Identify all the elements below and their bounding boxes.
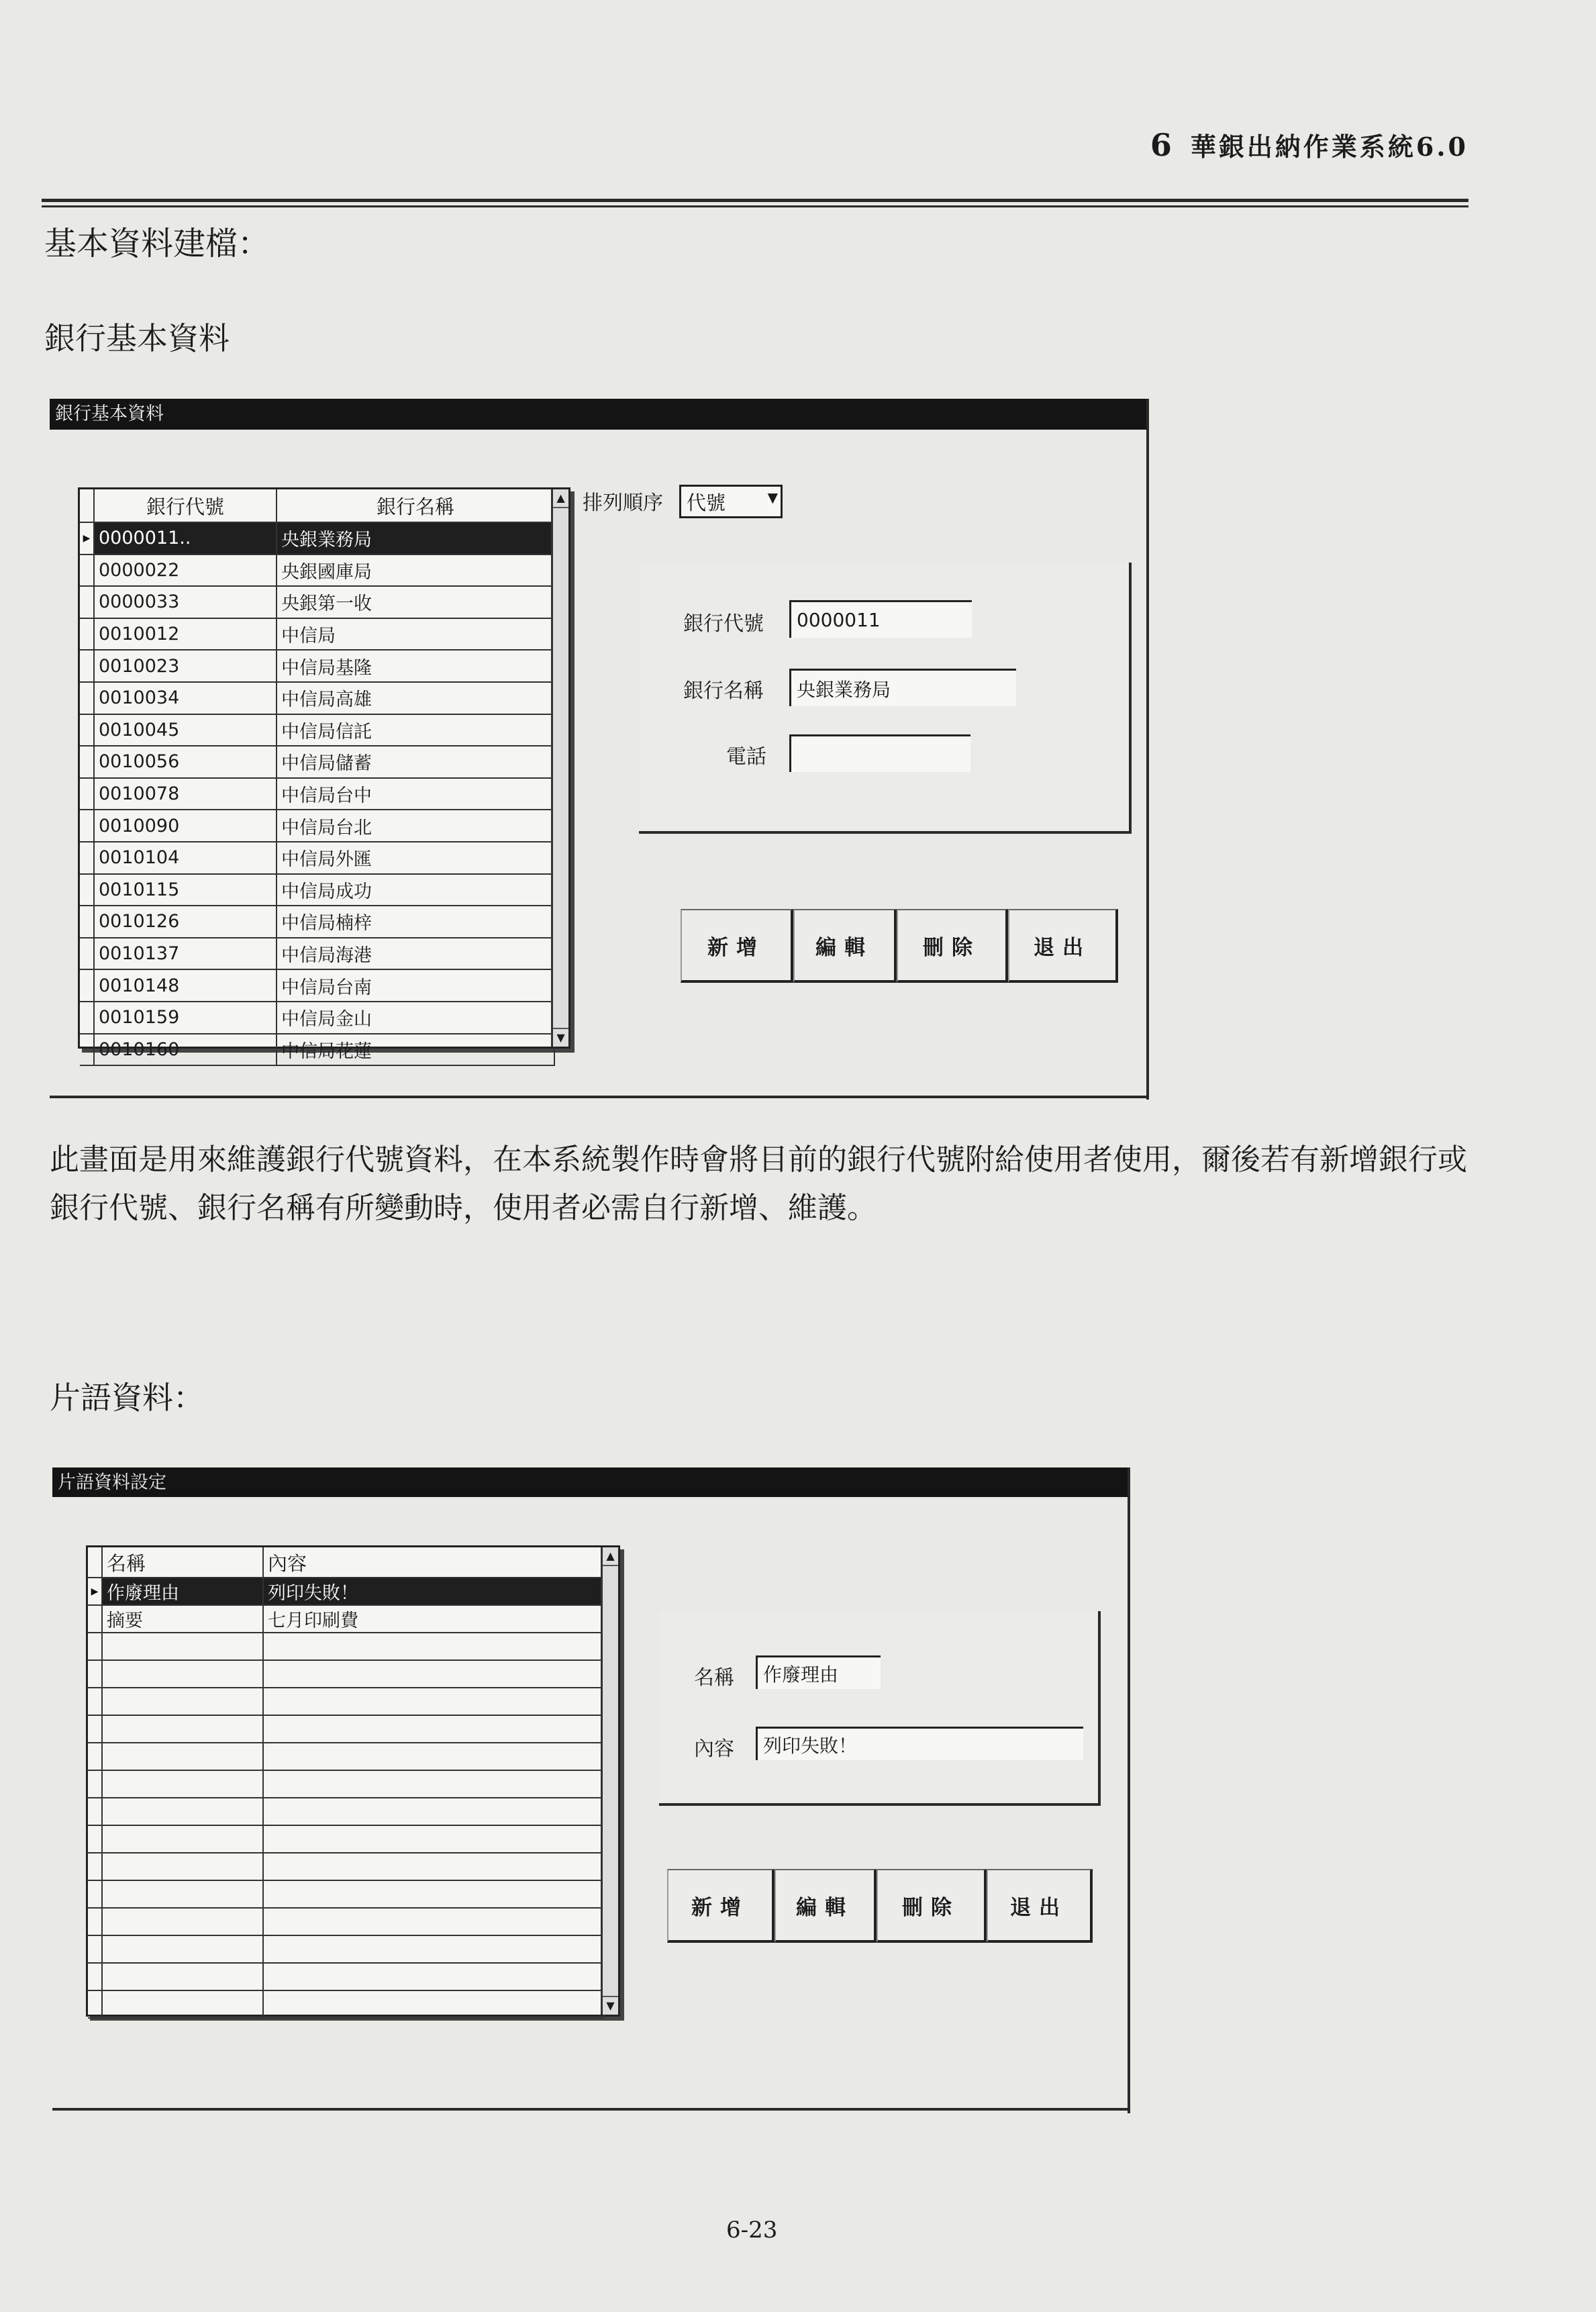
table-row[interactable]: [80, 875, 555, 907]
phrase-name-field[interactable]: [756, 1655, 881, 1689]
phrase-name-cell[interactable]: [103, 1881, 264, 1907]
phrase-name-cell[interactable]: [103, 1798, 264, 1825]
phrase-name-cell[interactable]: [103, 1991, 264, 2017]
table-row[interactable]: [80, 715, 555, 747]
row-indicator[interactable]: [88, 1633, 103, 1659]
phrase-content-cell[interactable]: 七月印刷費: [264, 1606, 605, 1632]
section-heading: 基本資料建檔：: [44, 225, 270, 262]
row-indicator[interactable]: [88, 1991, 103, 2017]
phrase-name-cell[interactable]: [103, 1964, 264, 1990]
bank-code-cell[interactable]: 0010148: [95, 970, 277, 1001]
add-button[interactable]: 新增: [667, 1869, 775, 1943]
bank-name-cell[interactable]: 中信局金山: [277, 1002, 555, 1033]
exit-button[interactable]: 退出: [987, 1869, 1093, 1943]
phrase-name-cell[interactable]: [103, 1853, 264, 1880]
phrase-name-cell[interactable]: [103, 1826, 264, 1852]
bank-name-cell[interactable]: 中信局楠梓: [277, 906, 555, 937]
row-indicator[interactable]: [80, 1034, 95, 1065]
bank-code-cell[interactable]: 0000022: [95, 555, 277, 586]
row-indicator-header: [88, 1547, 103, 1577]
bank-name-cell[interactable]: 中信局儲蓄: [277, 746, 555, 777]
phrase-name-cell[interactable]: [103, 1743, 264, 1770]
row-indicator[interactable]: [80, 810, 95, 841]
phrase-content-value: 列印失敗！: [763, 1734, 858, 1757]
row-indicator[interactable]: [80, 906, 95, 937]
row-indicator[interactable]: [80, 715, 95, 746]
row-indicator[interactable]: [88, 1909, 103, 1935]
row-indicator[interactable]: [80, 842, 95, 873]
scroll-down-icon[interactable]: ▼: [553, 1028, 568, 1047]
bank-code-cell[interactable]: 0010104: [95, 842, 277, 873]
phrase-name-cell[interactable]: 作廢理由: [103, 1578, 264, 1604]
bank-code-label: 銀行代號: [683, 612, 764, 636]
row-pointer-icon[interactable]: ▶: [88, 1578, 103, 1604]
phrase-content-cell[interactable]: [264, 1936, 605, 1962]
bank-name-cell[interactable]: 中信局台南: [277, 970, 555, 1001]
empty-table-row[interactable]: [88, 1991, 605, 2019]
bank-name-cell[interactable]: 中信局海港: [277, 938, 555, 969]
exit-button[interactable]: 退出: [1008, 909, 1118, 983]
phrase-grid-header: [88, 1547, 605, 1578]
row-indicator[interactable]: [80, 779, 95, 810]
row-indicator[interactable]: [88, 1964, 103, 1990]
table-row[interactable]: [80, 906, 555, 938]
bank-form-panel: [639, 563, 1132, 834]
row-indicator[interactable]: [80, 619, 95, 650]
description-paragraph: 此畫面是用來維護銀行代號資料，在本系統製作時會將目前的銀行代號附給使用者使用，爾後若有新增銀行或銀行代號、銀行名稱有所變動時，使用者必需自行新增、維護。: [50, 1143, 1467, 1225]
bank-name-cell[interactable]: 中信局: [277, 619, 555, 650]
bank-code-cell[interactable]: 0010090: [95, 810, 277, 841]
phrase-content-cell[interactable]: [264, 1716, 605, 1742]
bank-name-cell[interactable]: 央銀業務局: [277, 523, 555, 554]
delete-button[interactable]: 刪除: [877, 1869, 987, 1943]
bank-grid-header: [80, 489, 555, 523]
chapter-number: 6: [1150, 127, 1175, 163]
add-button[interactable]: 新增: [681, 909, 793, 983]
table-row[interactable]: [88, 1578, 605, 1606]
bank-code-cell[interactable]: 0000011..: [95, 523, 277, 554]
table-row[interactable]: [88, 1606, 605, 1633]
phrase-name-value: 作廢理由: [763, 1663, 839, 1686]
phrase-content-cell[interactable]: [264, 1964, 605, 1990]
phrase-window-title: 片語資料設定: [58, 1472, 166, 1493]
bank-window-bottom-border: [50, 1096, 1149, 1098]
table-row[interactable]: [80, 619, 555, 651]
bank-code-cell[interactable]: 0010160: [95, 1034, 277, 1065]
column-header-name[interactable]: 名稱: [103, 1547, 264, 1577]
bank-window-title: 銀行基本資料: [55, 403, 164, 424]
phrase-window-bottom-border: [52, 2108, 1130, 2111]
empty-table-row[interactable]: [88, 1661, 605, 1688]
column-header-code[interactable]: 銀行代號: [95, 489, 277, 522]
table-row[interactable]: [80, 1034, 555, 1067]
phrase-name-cell[interactable]: [103, 1909, 264, 1935]
bank-name-cell[interactable]: 央銀國庫局: [277, 555, 555, 586]
subsection-phrase-title: 片語資料：: [50, 1380, 204, 1416]
bank-code-cell[interactable]: 0010012: [95, 619, 277, 650]
row-indicator[interactable]: [80, 938, 95, 969]
row-indicator[interactable]: [88, 1606, 103, 1632]
page-number: 6-23: [726, 2217, 778, 2244]
bank-code-cell[interactable]: 0010078: [95, 779, 277, 810]
table-row[interactable]: [80, 683, 555, 715]
row-indicator[interactable]: [80, 683, 95, 714]
header-rule-thin: [42, 205, 1468, 207]
bank-code-cell[interactable]: 0010126: [95, 906, 277, 937]
row-indicator[interactable]: [80, 746, 95, 777]
bank-window-right-border: [1146, 399, 1149, 1100]
edit-button[interactable]: 編輯: [793, 909, 897, 983]
bank-name-field[interactable]: [789, 669, 1016, 706]
bank-name-cell[interactable]: 中信局台中: [277, 779, 555, 810]
bank-name-cell[interactable]: 中信局花蓮: [277, 1034, 555, 1065]
phrase-content-field[interactable]: [756, 1727, 1083, 1760]
phrase-content-cell[interactable]: [264, 1661, 605, 1687]
phrase-name-cell[interactable]: [103, 1716, 264, 1742]
row-indicator[interactable]: [88, 1853, 103, 1880]
bank-code-field[interactable]: [789, 600, 972, 638]
subsection-bank-title: 銀行基本資料: [44, 320, 230, 356]
bank-code-cell[interactable]: 0010159: [95, 1002, 277, 1033]
table-row[interactable]: [80, 651, 555, 683]
empty-table-row[interactable]: [88, 1688, 605, 1716]
empty-table-row[interactable]: [88, 1853, 605, 1881]
bank-code-cell[interactable]: 0000033: [95, 587, 277, 618]
row-indicator[interactable]: [80, 651, 95, 681]
table-row[interactable]: [80, 842, 555, 875]
bank-code-cell[interactable]: 0010115: [95, 875, 277, 906]
row-pointer-icon[interactable]: ▶: [80, 523, 95, 554]
bank-name-cell[interactable]: 央銀第一收: [277, 587, 555, 618]
bank-name-cell[interactable]: 中信局外匯: [277, 842, 555, 873]
table-row[interactable]: [80, 779, 555, 811]
row-indicator[interactable]: [88, 1826, 103, 1852]
row-indicator[interactable]: [88, 1771, 103, 1797]
phrase-content-cell[interactable]: [264, 1743, 605, 1770]
row-indicator[interactable]: [80, 1002, 95, 1033]
phrase-content-label: 內容: [694, 1737, 734, 1761]
phrase-name-cell[interactable]: [103, 1771, 264, 1797]
sort-label: 排列順序: [583, 491, 663, 515]
scroll-up-icon[interactable]: ▲: [603, 1547, 618, 1566]
header-rule: [42, 199, 1468, 202]
phrase-grid[interactable]: [86, 1545, 620, 2017]
phrase-content-cell[interactable]: [264, 1688, 605, 1715]
row-indicator[interactable]: [88, 1881, 103, 1907]
row-indicator[interactable]: [80, 555, 95, 586]
table-row[interactable]: [80, 1002, 555, 1034]
row-indicator[interactable]: [80, 587, 95, 618]
phrase-name-cell[interactable]: [103, 1688, 264, 1715]
table-row[interactable]: [80, 523, 555, 555]
sort-select[interactable]: [679, 485, 783, 518]
bank-name-cell[interactable]: 中信局高雄: [277, 683, 555, 714]
phrase-content-cell[interactable]: [264, 1798, 605, 1825]
delete-button[interactable]: 刪除: [897, 909, 1008, 983]
chapter-header: [1150, 126, 1468, 163]
row-indicator[interactable]: [80, 875, 95, 906]
phrase-content-cell[interactable]: [264, 1826, 605, 1852]
row-indicator[interactable]: [88, 1743, 103, 1770]
bank-code-value: 0000011: [797, 609, 881, 631]
bank-code-cell[interactable]: 0010137: [95, 938, 277, 969]
row-indicator[interactable]: [88, 1688, 103, 1715]
bank-name-cell[interactable]: 中信局信託: [277, 715, 555, 746]
scroll-up-icon[interactable]: ▲: [553, 489, 568, 508]
scroll-down-icon[interactable]: ▼: [603, 1996, 618, 2015]
phrase-name-cell[interactable]: [103, 1936, 264, 1962]
bank-code-cell[interactable]: 0010023: [95, 651, 277, 681]
empty-table-row[interactable]: [88, 1964, 605, 1991]
column-header-content[interactable]: 內容: [264, 1547, 605, 1577]
edit-button[interactable]: 編輯: [775, 1869, 877, 1943]
phrase-window-titlebar: [52, 1467, 1130, 1497]
phrase-content-cell[interactable]: [264, 1853, 605, 1880]
bank-name-label: 銀行名稱: [683, 679, 764, 703]
row-indicator[interactable]: [88, 1661, 103, 1687]
phrase-name-cell[interactable]: 摘要: [103, 1606, 264, 1632]
row-indicator[interactable]: [88, 1936, 103, 1962]
bank-grid[interactable]: [78, 487, 570, 1062]
empty-table-row[interactable]: [88, 1716, 605, 1743]
row-indicator[interactable]: [88, 1798, 103, 1825]
empty-table-row[interactable]: [88, 1909, 605, 1936]
bank-grid-scrollbar[interactable]: [551, 489, 568, 1047]
bank-code-cell[interactable]: 0010034: [95, 683, 277, 714]
phrase-content-cell[interactable]: [264, 1909, 605, 1935]
chapter-title: 華銀出納作業系統6.0: [1190, 132, 1468, 162]
table-row[interactable]: [80, 555, 555, 587]
phrase-name-cell[interactable]: [103, 1633, 264, 1659]
table-row[interactable]: [80, 810, 555, 842]
phrase-content-cell[interactable]: [264, 1633, 605, 1659]
phrase-content-cell[interactable]: [264, 1771, 605, 1797]
bank-name-cell[interactable]: 中信局基隆: [277, 651, 555, 681]
phone-label: 電話: [726, 745, 766, 769]
phrase-content-cell[interactable]: [264, 1881, 605, 1907]
phrase-name-label: 名稱: [694, 1666, 734, 1690]
empty-table-row[interactable]: [88, 1633, 605, 1661]
table-row[interactable]: [80, 746, 555, 779]
row-indicator[interactable]: [80, 970, 95, 1001]
empty-table-row[interactable]: [88, 1743, 605, 1771]
phone-field[interactable]: [789, 734, 970, 772]
row-indicator-header: [80, 489, 95, 522]
phrase-name-cell[interactable]: [103, 1661, 264, 1687]
table-row[interactable]: [80, 938, 555, 971]
bank-window-titlebar: [50, 399, 1149, 430]
bank-name-value: 央銀業務局: [797, 678, 891, 701]
phrase-grid-scrollbar[interactable]: [601, 1547, 618, 2015]
empty-table-row[interactable]: [88, 1826, 605, 1853]
bank-name-cell[interactable]: 中信局台北: [277, 810, 555, 841]
phrase-content-cell[interactable]: 列印失敗！: [264, 1578, 605, 1604]
empty-table-row[interactable]: [88, 1936, 605, 1964]
sort-select-value: 代號: [687, 491, 726, 514]
table-row[interactable]: [80, 970, 555, 1002]
row-indicator[interactable]: [88, 1716, 103, 1742]
table-row[interactable]: [80, 587, 555, 619]
phrase-content-cell[interactable]: [264, 1991, 605, 2017]
empty-table-row[interactable]: [88, 1881, 605, 1909]
empty-table-row[interactable]: [88, 1798, 605, 1826]
bank-code-cell[interactable]: 0010056: [95, 746, 277, 777]
phrase-window-right-border: [1128, 1467, 1130, 2113]
empty-table-row[interactable]: [88, 1771, 605, 1798]
chevron-down-icon[interactable]: ▼: [767, 489, 778, 505]
bank-code-cell[interactable]: 0010045: [95, 715, 277, 746]
phrase-form-panel: [659, 1611, 1101, 1806]
bank-name-cell[interactable]: 中信局成功: [277, 875, 555, 906]
column-header-name[interactable]: 銀行名稱: [277, 489, 555, 522]
